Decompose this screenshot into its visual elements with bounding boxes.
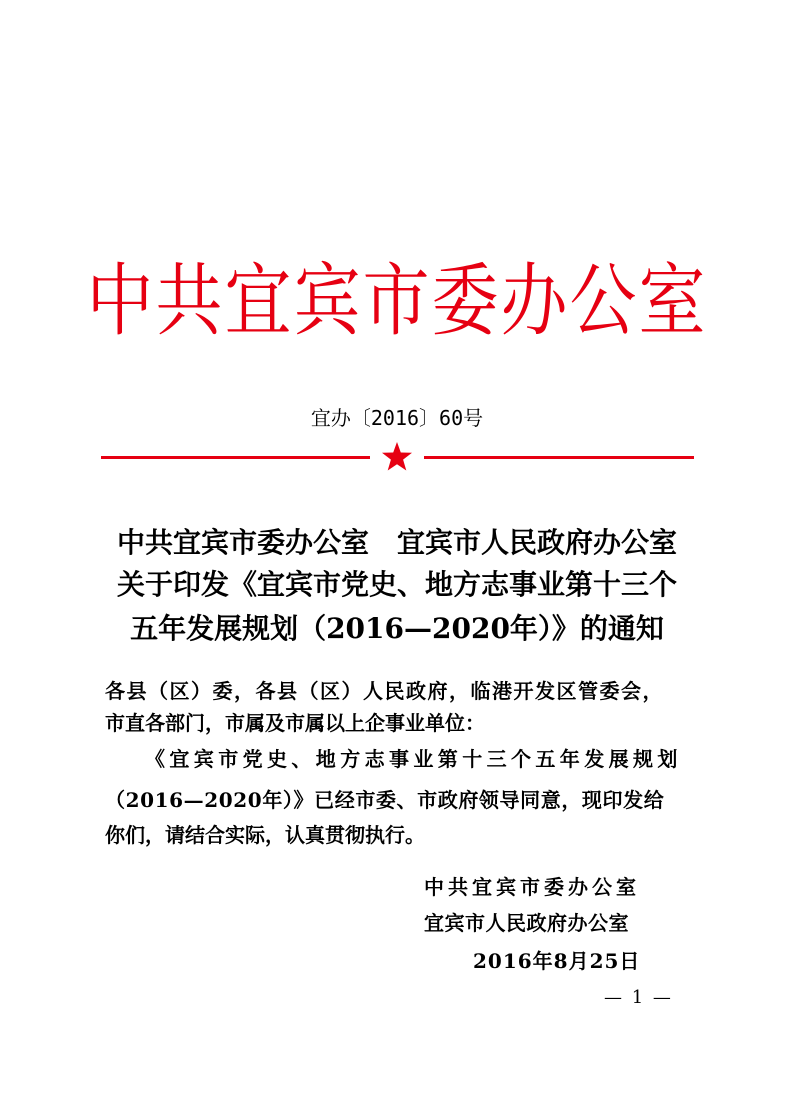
red-divider-left (101, 456, 370, 459)
signature-org-1: 中共宜宾市委办公室 (424, 875, 640, 899)
addressees-line-1: 各县（区）委，各县（区）人民政府，临港开发区管委会， (105, 679, 664, 703)
notice-title-line-2: 关于印发《宜宾市党史、地方志事业第十三个 (116, 568, 677, 601)
body-line-2: （2016—2020年）》已经市委、市政府领导同意，现印发给 (105, 788, 665, 812)
notice-title-line-3: 五年发展规划（2016—2020年）》的通知 (130, 612, 664, 645)
addressees-line-2: 市直各部门，市属及市属以上企事业单位： (105, 711, 485, 735)
body-line-3: 你们，请结合实际，认真贯彻执行。 (105, 823, 425, 847)
signature-date: 2016年8月25日 (473, 949, 641, 973)
body-line-1: 《宜宾市党史、地方志事业第十三个五年发展规划 (145, 747, 682, 771)
masthead-title: 中共宜宾市委办公室 (86, 255, 708, 348)
red-star-icon (381, 441, 413, 473)
signature-org-2: 宜宾市人民政府办公室 (424, 911, 629, 935)
document-number: 宜办〔2016〕60号 (310, 406, 484, 430)
page-number: — 1 — (604, 987, 673, 1008)
notice-title-line-1: 中共宜宾市委办公室 宜宾市人民政府办公室 (116, 526, 677, 559)
red-divider-right (424, 456, 694, 459)
